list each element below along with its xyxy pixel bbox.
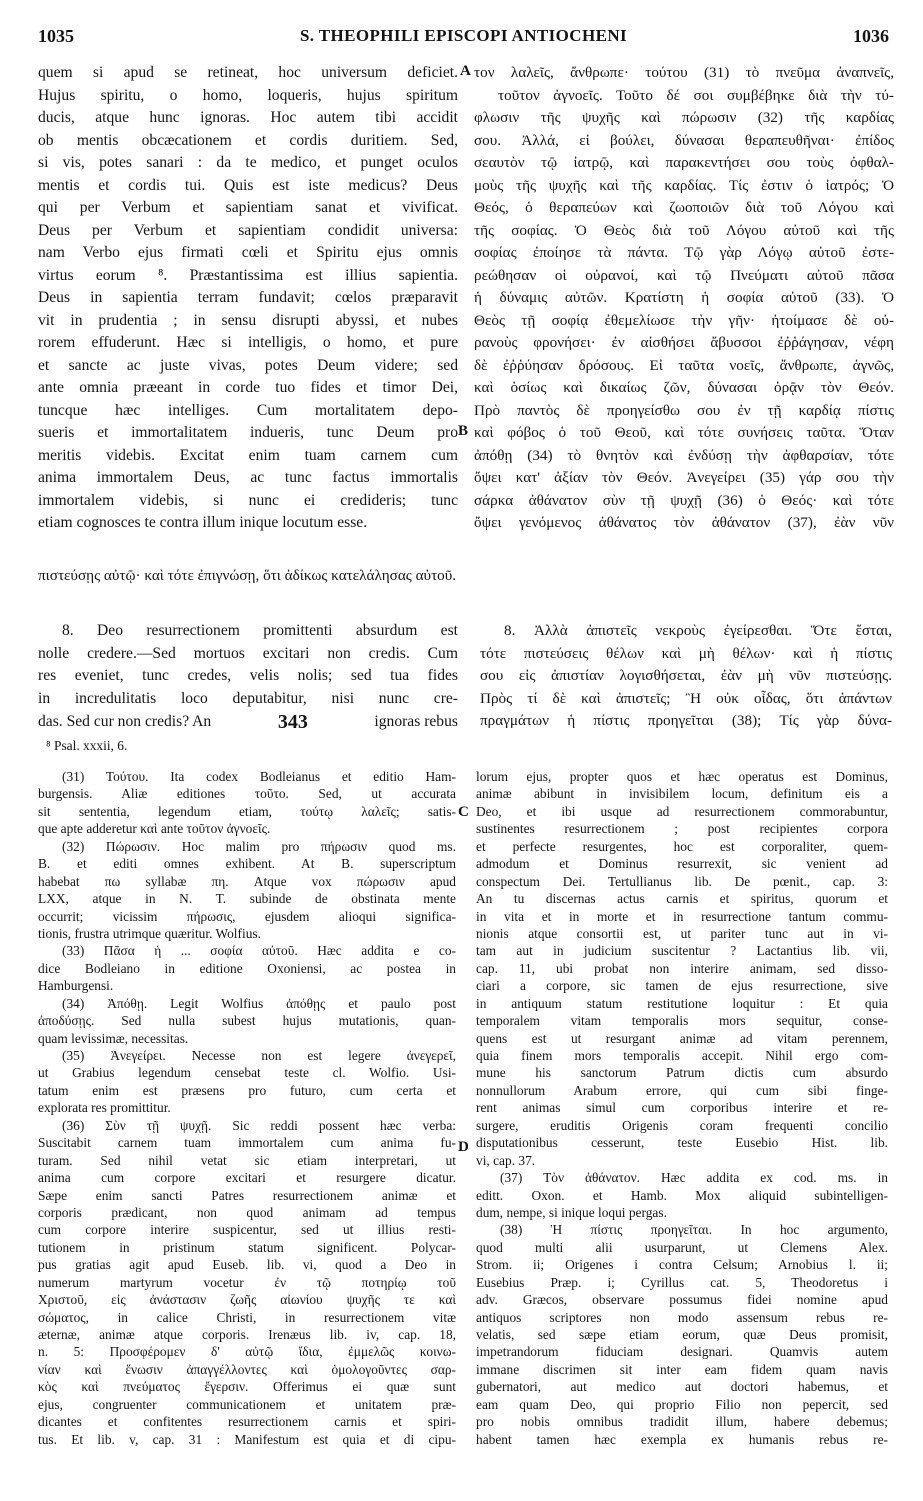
note-line: B. et editi omnes exhibent. At B. superscriptum [38, 856, 456, 872]
text-line: Deus per Verbum et sapientiam condidit universa: [38, 221, 458, 239]
text-line: etiam cognosces te contra illum inique locutum esse. [38, 514, 368, 531]
note-line: impetrandorum fiduciam designari. Quamvis autem [476, 1344, 888, 1360]
note-line: Hamburgensi. [38, 978, 114, 994]
text-line: πραγμάτων ἡ πίστις προηγεῖται (38); Τίς γὰρ δύνα- [480, 712, 892, 729]
column-number: 343 [277, 711, 308, 733]
note-line: (35) Ἀνεγείρει. Necesse non est legere ἀνεγερεῖ, [62, 1048, 456, 1063]
note-line: ἀποδύσῃς. Sed nulla subest hujus mutationis, quan- [38, 1013, 456, 1029]
note-line: Deo, et ibi usque ad resurrectionem commorabuntur, [476, 803, 888, 819]
text-line: τότε πιστεύσεις θέλων καὶ μὴ θέλων· καὶ ἡ πίστις [480, 644, 892, 662]
note-line: disputationibus cesserunt, teste Eusebio Hist. lib. [476, 1135, 888, 1151]
note-line: æternæ, animæ atque corporis. Irenæus lib. iv, cap. 18, [38, 1327, 456, 1342]
latin-section-8 [38, 620, 458, 710]
latin-section-8-text: das. Sed cur non credis? An [38, 713, 212, 730]
note-line: dicantes et confitentes resurrectionem carnis et spiri- [38, 1414, 456, 1430]
note-line: numerum martyrum vocetur ἐν τῷ ποτηρίῳ τοῦ [38, 1274, 456, 1290]
text-line: σεαυτὸν τῷ ἰατρῷ, καὶ παρακεντήσει σου τοὺς ὀφθαλ- [474, 154, 894, 171]
note-line: An tu discernas actus carnis et spiritus, quorum et [476, 891, 888, 907]
note-line: (37) Τὸν ἀθάνατον. Hæc addita ex cod. ms. in [500, 1170, 888, 1186]
text-line: nam Verbo ejus firmati cœli et Spiritu ejus omnis [38, 244, 458, 261]
text-line: quem si apud se retineat, hoc universum deficiet. [38, 64, 458, 81]
note-line: cap. 11, ubi probat non interire animam, sed disso- [476, 960, 888, 976]
text-line: vit in prudentia ; in sensu disrupti abyssi, et nubes [38, 311, 458, 329]
note-line: immane discrimen sit inter eam fidem quam navis [476, 1361, 888, 1377]
text-line: qui per Verbum et sapientiam sanat et vivificat. [38, 199, 458, 216]
page-number-right: 1036 [853, 26, 889, 46]
text-line: ἀπόθῃ (34) τὸ θνητὸν καὶ ἐνδύσῃ τὴν ἀφθαρσίαν, τότε [474, 446, 894, 464]
text-line: sueris et immortalitatem indueris, tunc Deum pro [38, 424, 458, 441]
text-line: si vis, potes sanari : da te medico, et punget oculos [38, 154, 458, 171]
text-line: ante omnia præeant in corde tuo fides et timor Dei, [38, 379, 458, 396]
greek-section-8 [480, 620, 892, 733]
note-line: Sæpe enim sancti Patres resurrectionem animæ et [38, 1187, 456, 1203]
text-line: ducis, atque hunc ignoras. Hoc autem tibi accidit [38, 109, 458, 126]
note-line: que apte adderetur καὶ ante τοῦτον ἀγνοεῖς. [38, 821, 271, 837]
note-line: (36) Σὺν τῇ ψυχῇ. Sic reddi possent hæc verba: [62, 1117, 456, 1133]
note-line: turam. Sed nihil vetat sic etiam interpretari, ut [38, 1152, 456, 1168]
note-line: cum corpore interire suspicentur, sed ut illius resti- [38, 1222, 456, 1238]
note-line: antiquos scriptores non modo assensum rebus re- [476, 1309, 888, 1325]
note-line: σώματος, in calice Christi, in resurrectionem vitæ [38, 1309, 456, 1325]
text-line: anima immortalem Deus, ac tunc factus immortalis [38, 469, 458, 486]
note-line: (31) Τούτου. Ita codex Bodleianus et editio Ham- [62, 769, 456, 784]
margin-marker-a: A [460, 63, 471, 79]
note-line: Strom. ii; Origenes i contra Celsum; Arnobius l. ii; [476, 1257, 888, 1273]
note-line: burgensis. Aliæ editiones τοῦτο. Sed, ut accurata [38, 786, 456, 802]
latin-section-8-tail: ignoras rebus [374, 713, 458, 730]
note-line: ejus, congruenter communicationem et unitatem præ- [38, 1396, 456, 1412]
note-line: tus. Et lib. v, cap. 31 : Manifestum est quia et di cipu- [38, 1431, 456, 1447]
note-line: sustinentes resurrectionem ; post recipientes corpora [476, 821, 888, 837]
note-line: (38) Ἡ πίστις προηγεῖται. In hoc argumento, [500, 1222, 888, 1238]
text-line: τον λαλεῖς, ἄνθρωπε· τούτου (31) τὸ πνεῦμα ἀναπνεῖς, [474, 64, 894, 81]
latin-footnote: ⁸ Psal. xxxii, 6. [46, 738, 128, 753]
note-line: lorum ejus, propter quos et hæc operatus est Dominus, [476, 769, 888, 784]
note-line: (34) Ἀπόθῃ. Legit Wolfius ἀπόθῃς et paulo post [62, 995, 456, 1011]
note-line: dum, nempe, si inique loqui pergas. [476, 1204, 667, 1220]
text-line: et sancte ac juste vivas, potes Deum videre; sed [38, 356, 458, 374]
note-line: gubernatori, aut medico aut doctori habemus, et [476, 1379, 888, 1395]
note-line: rent animas simul cum corporibus interire et re- [476, 1100, 888, 1116]
text-line: Θεὸς τῇ σοφίᾳ ἐθεμελίωσε τὴν γῆν· ἡτοίμασε δὲ οὐ- [474, 311, 894, 329]
text-line: τῆς σοφίας. Ὁ Θεὸς διὰ τοῦ Λόγου αὐτοῦ καὶ τῆς [474, 221, 894, 239]
note-line: ut Grabius legendum censebat teste cl. Wolfio. Usi- [38, 1065, 456, 1081]
text-line: rorem effuderunt. Hæc si intelligis, o homo, et pure [38, 334, 458, 351]
note-line: admodum et Dominus resurrexit, sic venient ad [476, 856, 888, 872]
note-line: κὸς καὶ πνεύματος ἔγερσιν. Offerimus ei quæ sunt [38, 1379, 456, 1395]
text-line: in incredulitatis loco deputabitur, nisi nunc cre- [38, 689, 458, 707]
text-line: ὄψει κατ' ἀξίαν τὸν Θεόν. Ἀνεγείρει (35) γάρ σου τὴν [474, 469, 894, 486]
margin-marker-b: B [458, 423, 469, 439]
text-line: τοῦτον ἀγνοεῖς. Τοῦτο δέ σοι συμβέβηκε διὰ τὴν τύ- [498, 86, 894, 104]
greek-full-width-line: πιστεύσῃς αὐτῷ· καὶ τότε ἐπιγνώσῃ, ὅτι ἀδίκως κατελάλησας αὐτοῦ. [38, 567, 457, 584]
text-line: Θεός, ὁ θεραπεύων καὶ ζωοποιῶν διὰ τοῦ Λόγου καὶ [474, 199, 894, 216]
text-line: tuncque hæc intelliges. Cum mortalitatem depo- [38, 401, 458, 419]
text-line: φλωσιν τῆς ψυχῆς καὶ πώρωσιν (32) τῆς καρδίας [474, 109, 894, 126]
note-line: habent tamen hæc exempla ex humanis rebus re- [476, 1431, 888, 1447]
note-line: vi, cap. 37. [476, 1152, 536, 1168]
text-line: σοφίας ἐποίησε τὰ πάντα. Τῷ γὰρ Λόγῳ αὐτοῦ ἐστε- [474, 244, 894, 261]
text-line: 8. Deo resurrectionem promittenti absurdum est [62, 622, 458, 639]
text-line: ρεώθησαν οἱ οὐρανοί, καὶ τῷ Πνεύματι αὐτοῦ πᾶσα [474, 266, 894, 284]
note-line: animæ abibunt in invisibilem locum, definitum eis a [476, 786, 888, 802]
note-line: nonnullorum Arabum errore, qui cum sibi finge- [476, 1082, 888, 1098]
text-line: δὲ ἐῤῥύησαν δρόσους. Εἰ ταῦτα νοεῖς, ἄνθρωπε, ἁγνῶς, [474, 356, 894, 374]
notes-right-column [476, 768, 888, 1448]
note-line: LXX, atque in N. T. subinde de obstinata mente [38, 891, 456, 907]
note-line: pro nobis omnibus tradidit illum, habere debemus; [476, 1414, 888, 1430]
note-line: tutionem in pristinum statum significent. Polycar- [38, 1239, 456, 1255]
note-line: et perfecte resurgentes, hoc est corporaliter, quem- [476, 838, 888, 854]
margin-marker-d: D [458, 1139, 469, 1155]
note-line: tionis, frustra utrimque quæritur. Wolfius. [38, 925, 261, 941]
text-line: σάρκα ἀθάνατον σὺν τῇ ψυχῇ (36) ὁ Θεός· καὶ τότε [474, 491, 894, 509]
note-line: quia finem mors temporalis accepit. Nihil ergo com- [476, 1048, 888, 1063]
note-line: pus gratias agit apud Euseb. lib. vi, quod a Deo in [38, 1257, 456, 1273]
note-line: adv. Græcos, observare possumus fidei nomine apud [476, 1292, 888, 1308]
text-line: meritis videbis. Excitat enim tuam carnem cum [38, 446, 458, 464]
latin-text-column [38, 62, 458, 535]
note-line: velatis, sed sæpe etiam eorum, quæ Deus promisit, [476, 1327, 888, 1342]
note-line: n. 5: Προσφέρομεν δ' αὐτῷ ἴδια, ἐμμελῶς κοινω- [38, 1344, 456, 1360]
note-line: Suscitabit carnem tuam immortalem cum anima fu- [38, 1135, 456, 1151]
note-line: ciari a corpore, sic tamen de ejus resurrectione, sive [476, 978, 888, 994]
note-line: (32) Πώρωσιν. Hoc malim pro πήρωσιν quod ms. [62, 838, 456, 854]
note-line: in vita et in morte et in resurrectione tantum commu- [476, 908, 888, 924]
note-line: dice Bodleiano in editione Oxoniensi, ac postea in [38, 960, 456, 976]
text-line: virtus eorum ⁸. Præstantissima est illius sapientia. [38, 266, 458, 284]
margin-marker-c: C [458, 804, 469, 820]
text-line: σου εἰς ἀπιστίαν λογισθήσεται, ἐὰν μὴ νῦν πιστεύσῃς. [480, 667, 892, 684]
note-line: editt. Oxon. et Hamb. Mox aliquid subintelligen- [476, 1187, 888, 1203]
note-line: surgere, eruditis Origenis coram frequenti concilio [476, 1117, 888, 1133]
note-line: Χριστοῦ, εἰς ἀνάστασιν ζωῆς αἰωνίου ψυχῆς τε καὶ [38, 1292, 456, 1308]
note-line: nionis atque consortii est, ut pariter tunc aut in vi- [476, 925, 888, 941]
running-title: S. THEOPHILI EPISCOPI ANTIOCHENI [299, 26, 628, 45]
note-line: mune his sanctorum Patrum dictis cum absurdo [476, 1065, 888, 1081]
text-line: ὄψει γενόμενος ἀθάνατος τὸν ἀθάνατον (37), ἐὰν νῦν [474, 514, 894, 531]
note-line: corporis prædicant, non quod animam ad tempus [38, 1204, 456, 1220]
note-line: conspectum Dei. Tertullianus lib. De pœnit., cap. 3: [476, 873, 888, 889]
text-line: res eveniet, tunc credes, velis nolis; sed tua fides [38, 667, 458, 684]
note-line: quens est ut resurgant animæ ad vitam perennem, [476, 1030, 888, 1046]
note-line: habebat πω syllabæ πη. Atque vox πώρωσιν apud [38, 873, 456, 889]
note-line: tatum enim est præsens pro futuro, cum certa et [38, 1082, 456, 1098]
text-line: Πρὸ παντὸς δὲ προηγείσθω σου ἐν τῇ καρδίᾳ πίστις [474, 401, 894, 419]
text-line: Πρὸς τί δὲ καὶ ἀπιστεῖς; Ἢ οὐκ οἶδας, ὅτι ἁπάντων [480, 689, 892, 707]
note-line: tam aut in judicium suscitentur ? Lactantius lib. vii, [476, 943, 888, 959]
note-line: Eusebius Præp. i; Cyrillus cat. 5, Theodoretus i [476, 1274, 888, 1290]
note-line: in antiquum statum restitutione loquitur : Et quia [476, 995, 888, 1011]
text-line: ἡ δύναμις αὐτῶν. Κρατίστη ἡ σοφία αὐτοῦ (33). Ὁ [474, 289, 894, 306]
notes-left-column [38, 768, 456, 1448]
text-line: Deus in sapientia terram fundavit; cœlos præparavit [38, 289, 458, 306]
note-line: eam quam Deo, qui proprio Filio non pepercit, sed [476, 1396, 888, 1412]
text-line: καὶ φόβος ὁ τοῦ Θεοῦ, καὶ τότε συνήσεις ταῦτα. Ὅταν [474, 424, 894, 441]
text-line: μοὺς τῆς ψυχῆς καὶ τῆς καρδίας. Τίς ἐστιν ὁ ἰατρός; Ὁ [474, 176, 894, 194]
note-line: quam levissimæ, necessitas. [38, 1030, 189, 1046]
text-line: mentis et cordis tui. Quis est iste medicus? Deus [38, 176, 458, 194]
note-line: sit sententia, legendum etiam, τούτῳ λαλεῖς; satis- [38, 803, 456, 819]
note-line: explorata res promittitur. [38, 1100, 171, 1116]
note-line: (33) Πᾶσα ἡ ... σοφία αὐτοῦ. Hæc addita e co- [62, 943, 456, 959]
note-line: anima cum corpore excitari et resurgere dicatur. [38, 1170, 456, 1186]
text-line: Hujus spiritu, o homo, loqueris, hujus spiritum [38, 86, 458, 104]
page-number-left: 1035 [38, 26, 74, 46]
text-line: σου. Ἀλλά, εἰ βούλει, δύνασαι θεραπευθῆναι· ἐπίδος [474, 131, 894, 149]
note-line: temporalem vitam temporalis mors sequitur, conse- [476, 1013, 888, 1029]
text-line: 8. Ἀλλὰ ἀπιστεῖς νεκροὺς ἐγείρεσθαι. Ὅτε ἔσται, [504, 622, 892, 639]
note-line: νίαν καὶ ἕνωσιν ἀπαγγέλλοντες καὶ ὁμολογοῦντες σαρ- [38, 1361, 456, 1377]
text-line: ob mentis obcæcationem et cordis duritiem. Sed, [38, 131, 458, 149]
latin-section-8-last-line [38, 710, 458, 734]
page-header [38, 26, 889, 52]
note-line: occurrit; vicissim πήρωσις, ejusdem alioqui significa- [38, 908, 456, 924]
greek-text-column [474, 62, 894, 535]
text-line: nolle credere.—Sed mortuos excitari non credis. Cum [38, 644, 458, 662]
note-line: quod multi alii usurparunt, ut Clemens Alex. [476, 1239, 888, 1255]
text-line: immortalem videbis, si nunc ei credideris; tunc [38, 491, 458, 509]
text-line: ρανοὺς φρονήσει· ἐν αἰσθήσει ἄβυσσοι ἐῤῥάγησαν, νέφη [474, 334, 894, 351]
text-line: καὶ ὁσίως καὶ δικαίως ζῶν, δύνασαι ὁρᾷν τὸν Θεόν. [474, 379, 894, 396]
